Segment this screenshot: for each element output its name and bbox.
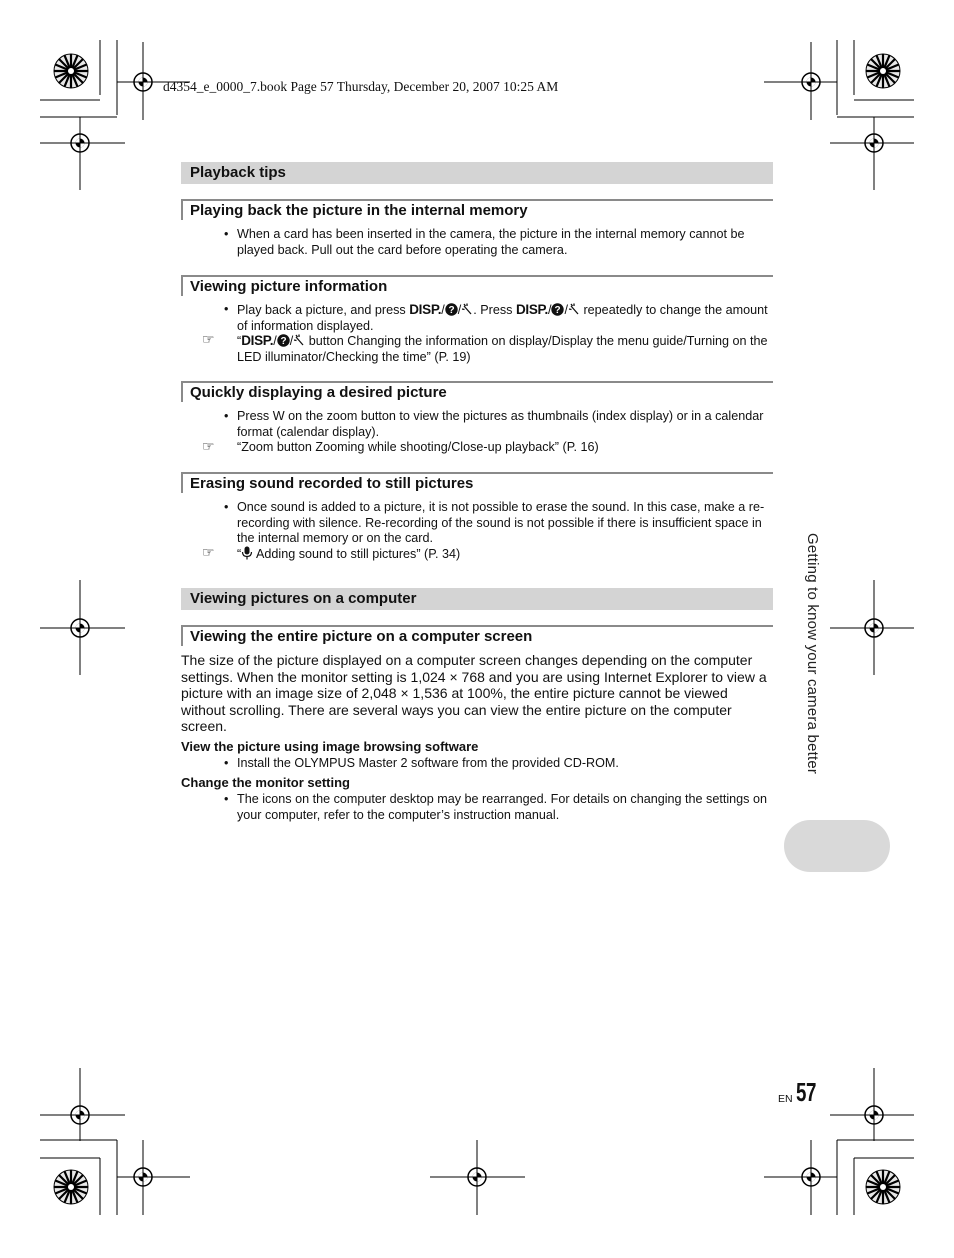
bullet-dot: • bbox=[224, 409, 229, 423]
side-tab-marker bbox=[784, 820, 890, 872]
svg-text:?: ? bbox=[448, 305, 455, 316]
ref-desired-picture bbox=[202, 440, 773, 456]
bullet-picture-info bbox=[224, 302, 773, 334]
subhead-desired-picture-title: Quickly displaying a desired picture bbox=[190, 384, 447, 401]
light-icon bbox=[461, 303, 473, 316]
ref-text bbox=[237, 546, 773, 563]
bullet-internal-memory bbox=[224, 227, 773, 258]
section-playback-tips: Playback tips bbox=[181, 162, 773, 184]
bullet-text: When a card has been inserted in the camera, the picture in the internal memory cannot be played back. Pull out the card before operating the camera. bbox=[237, 227, 745, 257]
bullet-text: Press W on the zoom button to view the pictures as thumbnails (index display) or in a calendar format (calendar display). bbox=[237, 409, 764, 439]
page-language: EN bbox=[778, 1093, 793, 1105]
bullet-text: Play back a picture, and press DISP./ ? / . Press DISP./ ? / repeatedly to change the amount of information displayed. bbox=[237, 302, 768, 333]
bullet-text: Once sound is added to a picture, it is not possible to erase the sound. In this case, make a re-recording with silence. Re-recording of the sound is not possible if there is insufficient space in the internal memory or on the card. bbox=[237, 500, 765, 545]
bullet-erasing-sound bbox=[224, 500, 773, 547]
subhead-internal-memory bbox=[181, 199, 773, 220]
help-icon bbox=[277, 334, 290, 347]
subhead-erasing-sound-title: Erasing sound recorded to still pictures bbox=[190, 475, 474, 492]
text-fragment: “ bbox=[237, 334, 242, 348]
reference-icon: ☞ bbox=[202, 331, 215, 347]
text-fragment: Adding sound to still pictures” (P. 34) bbox=[256, 547, 461, 561]
svg-text:?: ? bbox=[280, 336, 287, 347]
bullet-desired-picture bbox=[224, 409, 773, 440]
reference-icon: ☞ bbox=[202, 544, 215, 560]
computer-screen-paragraph: The size of the picture displayed on a computer screen changes depending on the computer settings. When the monitor setting is 1,024 × 768 and you are using Internet Explorer to view a picture with an image size of 2,048 × 1,536 at 100%, the entire picture cannot be viewed without scrolling. There are several ways you can view the entire picture on the computer screen. bbox=[181, 652, 767, 735]
side-tab-label: Getting to know your camera better bbox=[804, 533, 821, 775]
bullet-browsing-software bbox=[224, 756, 773, 772]
ref-picture-info bbox=[202, 333, 773, 365]
bullet-text: The icons on the computer desktop may be rearranged. For details on changing the settings on your computer, refer to the computer’s instruction manual. bbox=[237, 792, 767, 822]
text-fragment: . Press bbox=[473, 303, 513, 317]
text-fragment: Play back a picture, and press bbox=[237, 303, 406, 317]
bullet-dot: • bbox=[224, 792, 229, 806]
bullet-monitor-setting bbox=[224, 792, 773, 823]
ref-text: “Zoom button Zooming while shooting/Close-up playback” (P. 16) bbox=[237, 440, 599, 454]
svg-text:?: ? bbox=[554, 305, 562, 316]
light-icon bbox=[568, 303, 580, 316]
bullet-text: Install the OLYMPUS Master 2 software from the provided CD-ROM. bbox=[237, 756, 619, 770]
microphone-icon bbox=[241, 546, 253, 560]
bullet-dot: • bbox=[224, 756, 229, 770]
subhead-computer-screen bbox=[181, 625, 773, 646]
light-icon bbox=[293, 334, 305, 347]
disp-button-label: DISP. bbox=[241, 333, 274, 348]
reference-icon: ☞ bbox=[202, 438, 215, 454]
section-viewing-on-computer: Viewing pictures on a computer bbox=[181, 588, 773, 610]
subhead-internal-memory-title: Playing back the picture in the internal memory bbox=[190, 202, 528, 219]
subhead-computer-screen-title: Viewing the entire picture on a computer screen bbox=[190, 628, 533, 645]
bullet-dot: • bbox=[224, 227, 229, 241]
subhead-erasing-sound bbox=[181, 472, 773, 493]
browsing-software-heading: View the picture using image browsing software bbox=[181, 739, 479, 754]
subhead-picture-info-title: Viewing picture information bbox=[190, 278, 388, 295]
text-fragment: repeatedly to change the amount of information displayed. bbox=[237, 303, 768, 333]
bullet-dot: • bbox=[224, 302, 229, 316]
subhead-desired-picture bbox=[181, 381, 773, 402]
help-icon bbox=[551, 303, 564, 316]
disp-button-label: DISP. bbox=[515, 302, 548, 317]
text-fragment: button Changing the information on display/Display the menu guide/Turning on the LED illuminator/Checking the time” (P. 19) bbox=[237, 334, 768, 364]
ref-erasing-sound bbox=[202, 546, 773, 563]
bullet-dot: • bbox=[224, 500, 229, 514]
disp-button-label: DISP. bbox=[409, 302, 442, 317]
subhead-picture-info bbox=[181, 275, 773, 296]
monitor-setting-heading: Change the monitor setting bbox=[181, 775, 350, 790]
page-number: 57 bbox=[796, 1077, 817, 1107]
ref-text: “DISP./ ? / button Changing the information on display/Display the menu guide/Turning on the LED illuminator/Checking the time” (P. 19) bbox=[237, 333, 768, 364]
help-icon bbox=[445, 303, 458, 316]
text-fragment: “ bbox=[237, 547, 242, 561]
book-header: d4354_e_0000_7.book Page 57 Thursday, December 20, 2007 10:25 AM bbox=[163, 79, 559, 94]
